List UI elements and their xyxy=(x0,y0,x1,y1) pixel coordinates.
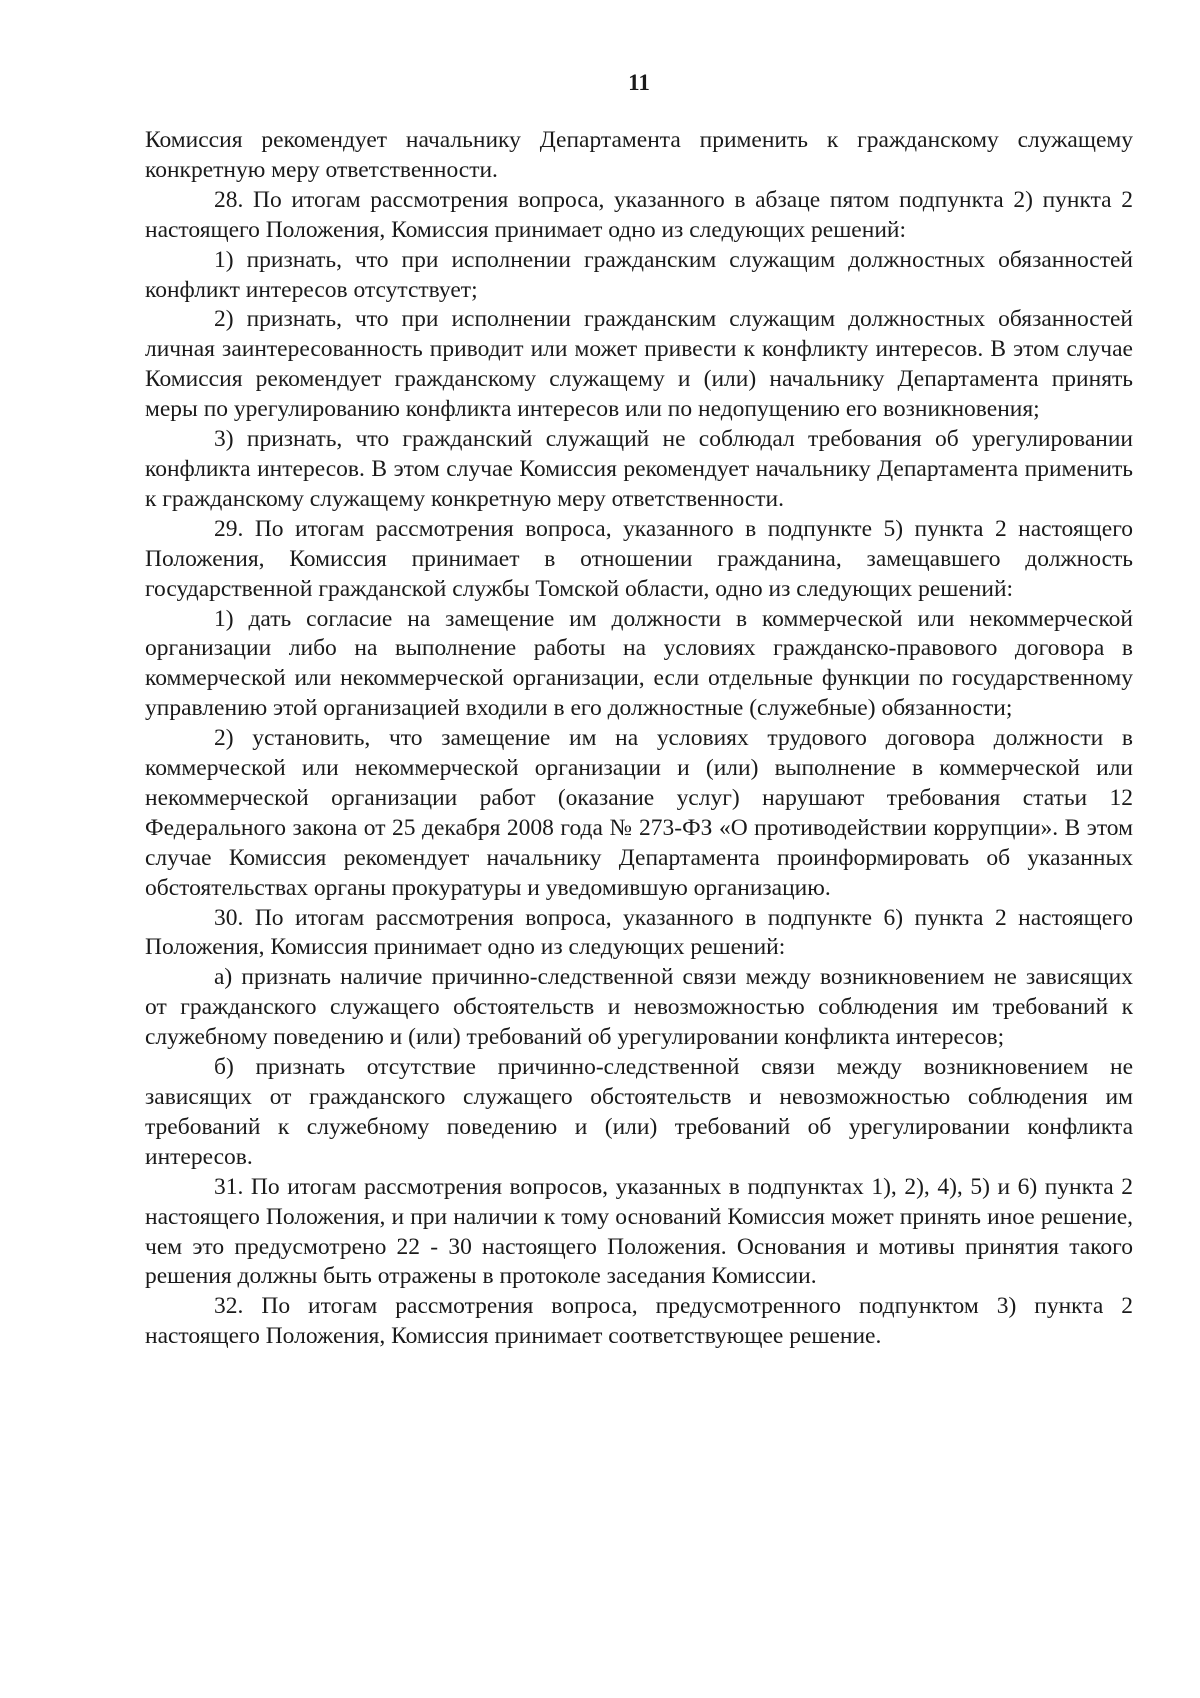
paragraph-item-32: 32. По итогам рассмотрения вопроса, предусмотренного подпунктом 3) пункта 2 настоящего Положения, Комиссия принимает соответствующее решение. xyxy=(145,1293,1133,1350)
paragraph-item-31: 31. По итогам рассмотрения вопросов, указанных в подпунктах 1), 2), 4), 5) и 6) пункта 2 настоящего Положения, и при наличии к тому оснований Комиссия может принять иное решение, чем это предусмотрено 22 - 30 настоящего Положения. Основания и мотивы принятия такого решения должны быть отражены в протоколе заседания Комиссии. xyxy=(145,1173,1133,1290)
paragraph-item-30-b: б) признать отсутствие причинно-следственной связи между возникновением не зависящих от гражданского служащего обстоятельств и невозможностью соблюдения им требований к служебному поведению и (или) требований об урегулировании конфликта интересов. xyxy=(145,1054,1133,1170)
paragraph-item-30-a: а) признать наличие причинно-следственной связи между возникновением не зависящих от гражданского служащего обстоятельств и невозможностью соблюдения им требований к служебному поведению и (или) требований об урегулировании конфликта интересов; xyxy=(145,964,1133,1051)
paragraph-item-29-1: 1) дать согласие на замещение им должности в коммерческой или некоммерческой организации либо на выполнение работы на условиях гражданско-правового договора в коммерческой или некоммерческой организации, если отдельные функции по государственному управлению этой организацией входили в его должностные (служебные) обязанности; xyxy=(145,605,1133,722)
paragraph-item-28-3: 3) признать, что гражданский служащий не соблюдал требования об урегулировании конфликта интересов. В этом случае Комиссия рекомендует начальнику Департамента применить к гражданскому служащему конкретную меру ответственности. xyxy=(145,426,1133,512)
paragraph-item-29-2: 2) установить, что замещение им на условиях трудового договора должности в коммерческой или некоммерческой организации и (или) выполнение в коммерческой или некоммерческой организации работ (оказание услуг) нарушают требования статьи 12 Федерального закона от 25 декабря 2008 года № 273-ФЗ «О противодействии коррупции». В этом случае Комиссия рекомендует начальнику Департамента проинформировать об указанных обстоятельствах органы прокуратуры и уведомившую организацию. xyxy=(145,725,1133,901)
paragraph-continuation: Комиссия рекомендует начальнику Департамента применить к гражданскому служащему конкретную меру ответственности. xyxy=(145,127,1133,183)
paragraph-item-30: 30. По итогам рассмотрения вопроса, указанного в подпункте 6) пункта 2 настоящего Положения, Комиссия принимает одно из следующих решений: xyxy=(145,904,1133,961)
paragraph-item-28-1: 1) признать, что при исполнении гражданским служащим должностных обязанностей конфликт интересов отсутствует; xyxy=(145,246,1133,303)
paragraph-item-28: 28. По итогам рассмотрения вопроса, указанного в абзаце пятом подпункта 2) пункта 2 настоящего Положения, Комиссия принимает одно из следующих решений: xyxy=(145,186,1133,243)
paragraph-item-28-2: 2) признать, что при исполнении гражданским служащим должностных обязанностей личная заинтересованность приводит или может привести к конфликту интересов. В этом случае Комиссия рекомендует гражданскому служащему и (или) начальнику Департамента принять меры по урегулированию конфликта интересов или по недопущению его возникновения; xyxy=(145,306,1133,423)
paragraph-item-29: 29. По итогам рассмотрения вопроса, указанного в подпункте 5) пункта 2 настоящего Положения, Комиссия принимает в отношении гражданина, замещавшего должность государственной гражданской службы Томской области, одно из следующих решений: xyxy=(145,515,1133,602)
page-number: 11 xyxy=(628,70,650,95)
document-page xyxy=(145,68,1133,1352)
